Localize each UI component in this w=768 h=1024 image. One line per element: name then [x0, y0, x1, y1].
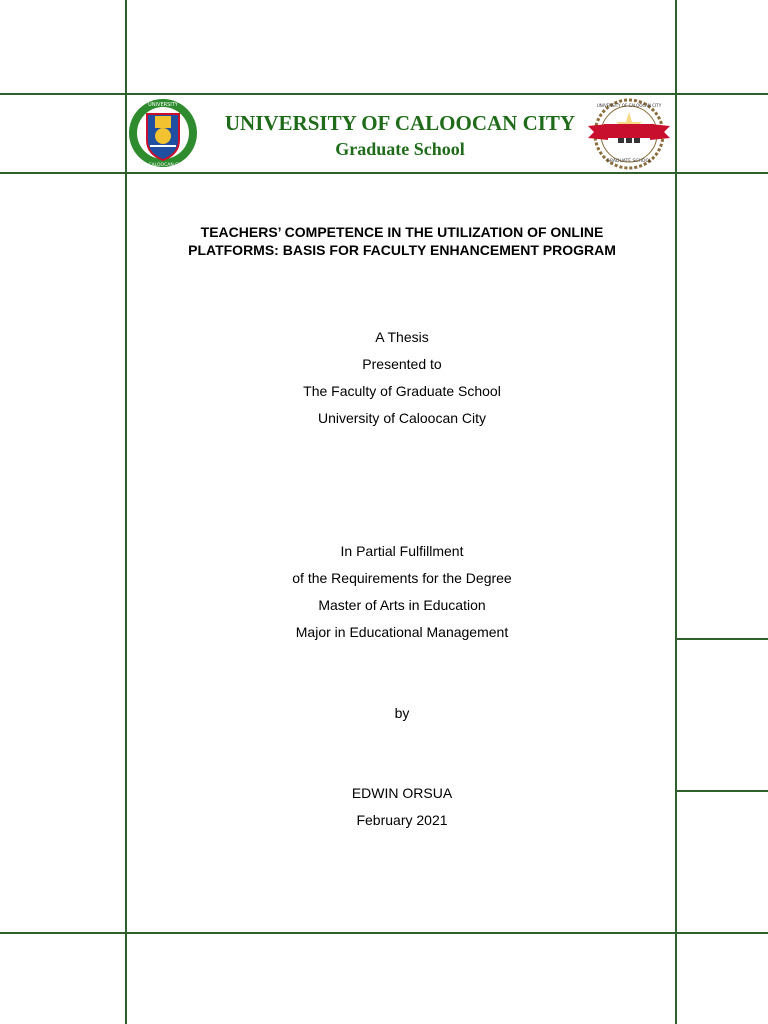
university-name: UNIVERSITY OF CALOOCAN CITY — [224, 111, 576, 135]
side-rule-1 — [677, 638, 768, 640]
graduate-school-seal-icon — [586, 96, 672, 172]
author-block — [128, 780, 676, 834]
thesis-title-line-1: TEACHERS’ COMPETENCE IN THE UTILIZATION OF ONLINE — [200, 224, 604, 240]
svg-text:GRADUATE SCHOOL: GRADUATE SCHOOL — [606, 159, 652, 164]
degree-label: Master of Arts in Education — [318, 597, 486, 613]
header-top-rule — [0, 93, 768, 95]
author-name: EDWIN ORSUA — [351, 785, 453, 801]
footer-rule — [0, 932, 768, 934]
left-margin-rule — [125, 0, 127, 1024]
school-name: Graduate School — [335, 139, 465, 159]
presented-block — [128, 324, 676, 432]
svg-text:UNIVERSITY OF CALOOCAN CITY: UNIVERSITY OF CALOOCAN CITY — [596, 103, 662, 108]
svg-text:OF CALOOCAN CITY: OF CALOOCAN CITY — [140, 163, 186, 168]
thesis-label: A Thesis — [375, 329, 429, 345]
requirements-label: of the Requirements for the Degree — [292, 570, 512, 586]
fulfillment-block — [128, 538, 676, 646]
header-title — [205, 110, 595, 162]
major-label: Major in Educational Management — [295, 624, 509, 640]
svg-text:UNIVERSITY: UNIVERSITY — [148, 102, 178, 108]
by-block — [128, 700, 676, 727]
header-bottom-rule — [0, 172, 768, 174]
side-rule-2 — [677, 790, 768, 792]
faculty-label: The Faculty of Graduate School — [303, 383, 501, 399]
presented-to-label: Presented to — [362, 356, 442, 372]
thesis-title — [128, 223, 676, 259]
university-seal-icon — [128, 96, 198, 170]
by-label: by — [394, 705, 410, 721]
thesis-title-line-2: PLATFORMS: BASIS FOR FACULTY ENHANCEMENT PROGRAM — [188, 242, 616, 258]
right-margin-rule — [675, 0, 677, 1024]
submission-date: February 2021 — [356, 812, 448, 828]
partial-fulfillment-label: In Partial Fulfillment — [340, 543, 464, 559]
university-label: University of Caloocan City — [317, 410, 487, 426]
